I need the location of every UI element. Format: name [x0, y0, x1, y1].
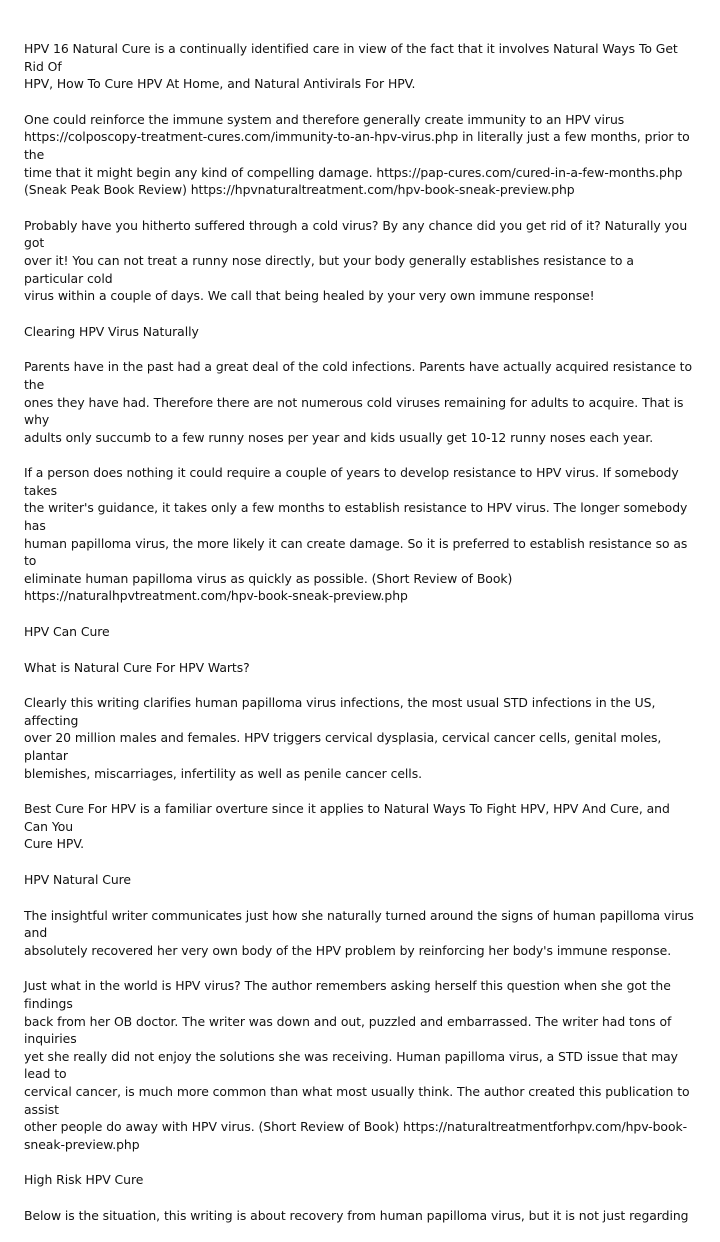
heading-hpv-can-cure: HPV Can Cure [24, 624, 110, 640]
paragraph-resistance: If a person does nothing it could require a couple of years to develop resistance to HPV virus. If somebody takes the writer's guidance, it takes only a few months to establish resistance to HPV virus. The longer somebody has human papilloma virus, the more likely it can create damage. So it is preferred to establish resistance so as to eliminate human papilloma virus as quickly as possible. (Short Review of Book) https://naturalhpvtreatment.com/hpv-book-sneak-preview.php [24, 465, 688, 604]
paragraph-parents: Parents have in the past had a great deal of the cold infections. Parents have actually acquired resistance to the ones they have had. Therefore there are not numerous cold viruses remaining for adults to acquire. That is why adults only succumb to a few runny noses per year and kids usually get 10-12 runny noses each year. [24, 359, 693, 445]
paragraph-immunity: One could reinforce the immune system and therefore generally create immunity to an HPV virus https://colposcopy-treatment-cures.com/immunity-to-an-hpv-virus.php in literally just a few months, prior to the time that it might begin any kind of compelling damage. https://pap-cures.com/cured-in-a-few-months.php (Sneak Peak Book Review) https://hpvnaturaltreatment.com/hpv-book-sneak-preview.php [24, 111, 690, 198]
heading-high-risk: High Risk HPV Cure [24, 1172, 144, 1188]
document-page [24, 40, 696, 1242]
paragraph-cold-virus: Probably have you hitherto suffered through a cold virus? By any chance did you get rid of it? Naturally you got over it! You can not treat a runny nose directly, but your body generally establishes resistance to a particular cold virus within a couple of days. We call that being healed by your very own immune response! [24, 217, 688, 304]
heading-clearing-hpv: Clearing HPV Virus Naturally [24, 323, 199, 339]
heading-hpv-natural-cure: HPV Natural Cure [24, 871, 131, 887]
paragraph-what-is-hpv: Just what in the world is HPV virus? The author remembers asking herself this question when she got the findings back from her OB doctor. The writer was down and out, puzzled and embarrassed. The writer had tons of inquiries yet she really did not enjoy the solutions she was receiving. Human papilloma virus, a STD issue that may lead to cervical cancer, is much more common than what most usually think. The author created this publication to assist other people do away with HPV virus. (Short Review of Book) https://naturaltreatmentforhpv.com/hpv-book- sneak-preview.php [24, 978, 690, 1152]
paragraph-insightful-writer: The insightful writer communicates just how she naturally turned around the signs of human papilloma virus and absolutely recovered her very own body of the HPV problem by reinforcing her body's immune response. [24, 907, 694, 958]
paragraph-best-cure: Best Cure For HPV is a familiar overture since it applies to Natural Ways To Fight HPV, HPV And Cure, and Can You Cure HPV. [24, 801, 670, 852]
heading-natural-cure-warts: What is Natural Cure For HPV Warts? [24, 659, 250, 675]
paragraph-std-infections: Clearly this writing clarifies human papilloma virus infections, the most usual STD infections in the US, affecting over 20 million males and females. HPV triggers cervical dysplasia, cervical cancer cells, genital moles, plantar blemishes, miscarriages, infertility as well as penile cancer cells. [24, 695, 662, 781]
paragraph-situation: Below is the situation, this writing is about recovery from human papilloma virus, but it is not just regarding [24, 1207, 689, 1223]
paragraph-intro: HPV 16 Natural Cure is a continually identified care in view of the fact that it involves Natural Ways To Get Rid Of HPV, How To Cure HPV At Home, and Natural Antivirals For HPV. [24, 41, 678, 92]
